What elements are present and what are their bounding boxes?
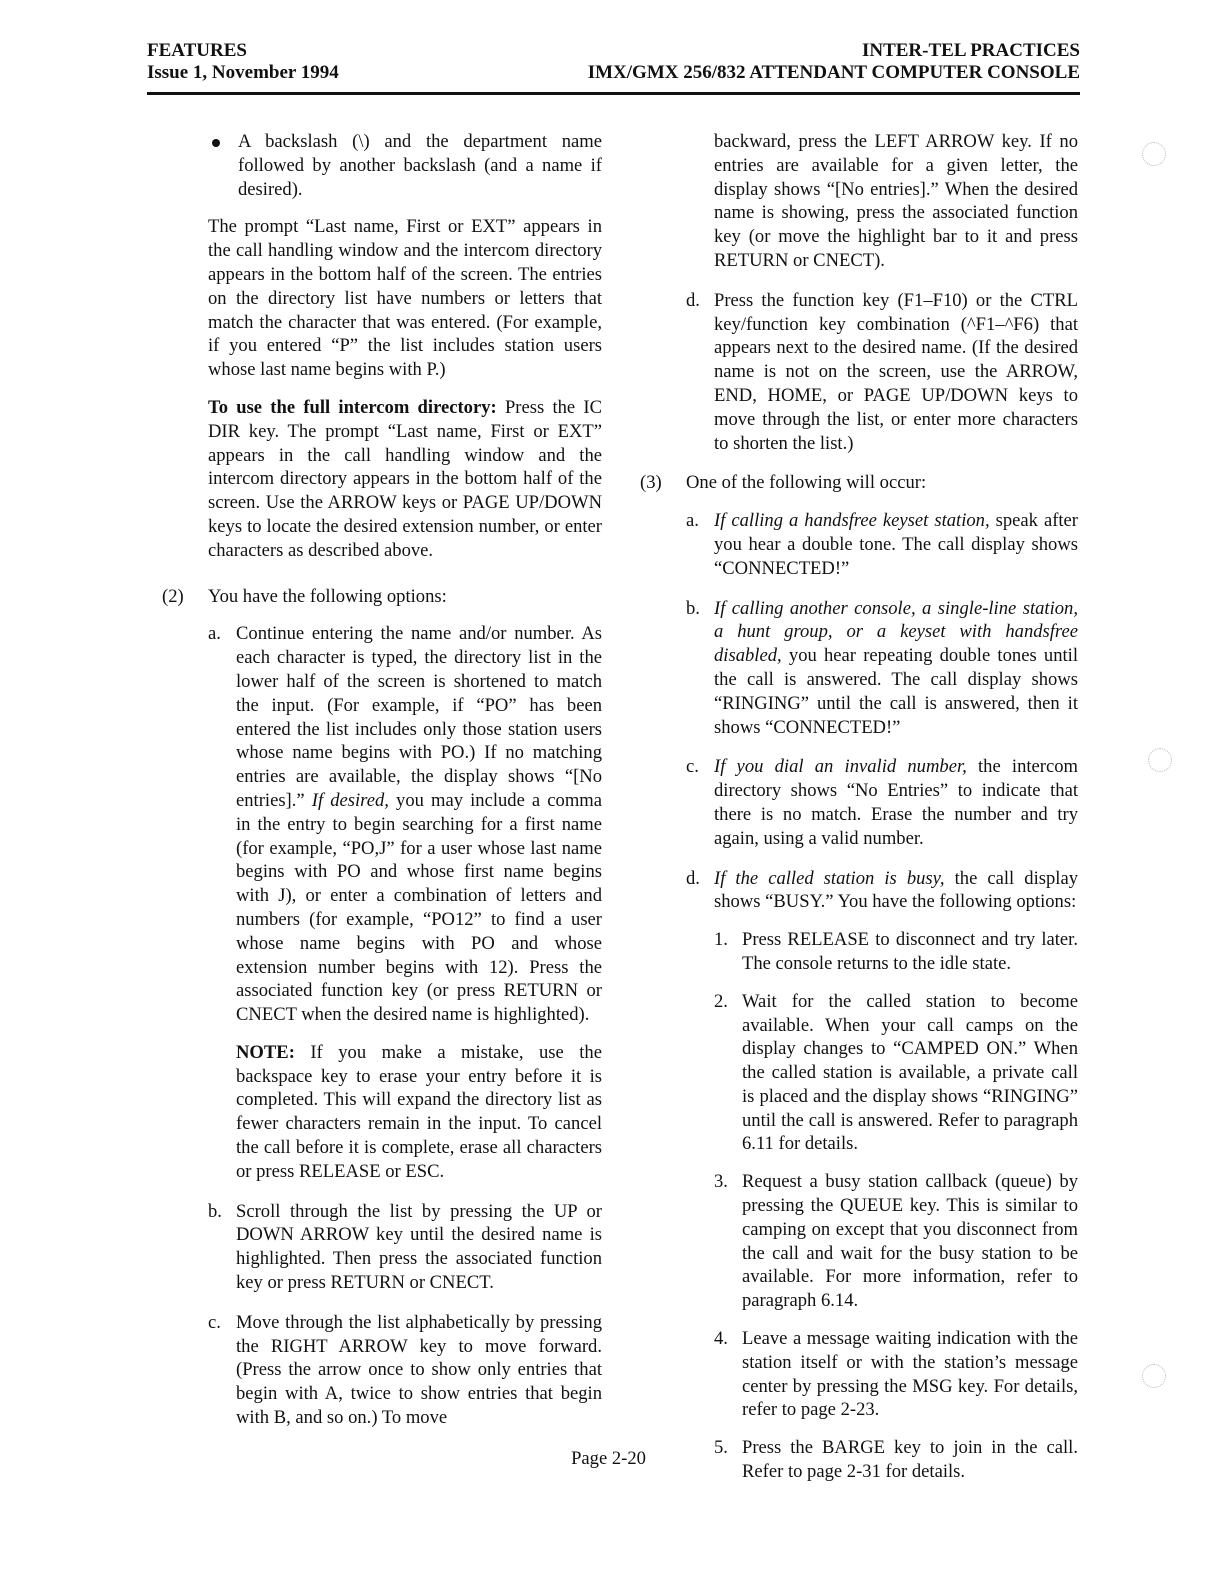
header-right xyxy=(588,40,1080,84)
scan-artifact xyxy=(1142,142,1166,166)
option-c-continued: backward, press the LEFT ARROW key. If no entries are available for a given letter, the display shows “[No entries].” When the desired name is showing, press the associated function key (or move the highlight bar to it and press RETURN or CNECT). xyxy=(714,131,1078,271)
scan-artifact xyxy=(1148,748,1172,772)
option-text: Continue entering the name and/or number. As each character is typed, the directory list in the lower half of the screen is shortened to match the input. (For example, if “PO” has been entered the list includes only those station users whose name begins with PO.) If no matching entries are available, the display shows “[No entries].” xyxy=(236,623,602,811)
paragraph: The prompt “Last name, First or EXT” appears in the call handling window and the intercom directory appears in the bottom half of the screen. The entries on the directory list have numbers or letters that match the character that was entered. (For example, if you entered “P” the list includes station users whose last name begins with P.) xyxy=(208,216,602,381)
header-rule xyxy=(147,92,1080,95)
step-number: (2) xyxy=(162,585,184,607)
paragraph-lead: To use the full intercom directory: xyxy=(208,396,497,418)
busy-option xyxy=(714,1327,1078,1422)
bullet-item xyxy=(208,130,602,201)
option-marker: d. xyxy=(686,289,700,311)
result-b xyxy=(686,597,1078,740)
paragraph-body: Press the IC DIR key. The prompt “Last name, First or EXT” appears in the call handling window and the intercom directory appears in the bottom half of the screen. Use the ARROW keys or PAGE UP/DOWN keys to locate the desired extension number, or enter characters as described above. xyxy=(208,396,603,561)
option-text: Press the function key (F1–F10) or the CTRL key/function key combination (^F1–^F6) that appears next to the desired name. (If the desired name is not on the screen, use the ARROW, END, HOME, or PAGE UP/DOWN keys to move through the list, or enter more characters to shorten the list.) xyxy=(714,289,1078,454)
bullet-icon xyxy=(212,139,220,147)
result-text: speak after you hear a double tone. The call display shows “CONNECTED!” xyxy=(714,510,1078,579)
result-c xyxy=(686,755,1078,850)
left-column xyxy=(162,130,602,1446)
busy-option-number: 4. xyxy=(714,1328,728,1350)
scan-artifact xyxy=(1142,1364,1166,1388)
note-text: If you make a mistake, use the backspace key to erase your entry before it is completed. This will expand the directory list as fewer characters remain in the input. To cancel the call before it is complete, erase all characters or press RELEASE or ESC. xyxy=(236,1041,602,1182)
busy-option-number: 3. xyxy=(714,1171,728,1193)
busy-option-text: Press the BARGE key to join in the call. Refer to page 2-31 for details. xyxy=(742,1437,1078,1483)
result-marker: a. xyxy=(686,510,699,532)
paragraph xyxy=(208,396,602,563)
header-left xyxy=(147,40,339,84)
option-italic: If desired, xyxy=(311,789,389,811)
busy-option-text: Wait for the called station to become available. When your call camps on the display changes to “CAMPED ON.” When the called station is available, a private call is placed and the display shows “RINGING” until the call is answered. Refer to paragraph 6.11 for details. xyxy=(742,990,1078,1155)
step-3 xyxy=(640,471,1078,1483)
option-marker: b. xyxy=(208,1200,222,1222)
step-number: (3) xyxy=(640,472,662,494)
result-marker: c. xyxy=(686,756,699,778)
option-text: Scroll through the list by pressing the UP or DOWN ARROW key until the desired name is highlighted. Then press the associated function key or press RETURN or CNECT. xyxy=(236,1200,602,1294)
busy-option-number: 1. xyxy=(714,929,728,951)
option-marker: c. xyxy=(208,1311,221,1333)
option-d xyxy=(686,289,1078,456)
option-c xyxy=(208,1311,602,1430)
publisher: INTER-TEL PRACTICES xyxy=(861,40,1080,61)
option-text: Move through the list alphabetically by pressing the RIGHT ARROW key to move forward. (Press the arrow once to show only entries that begin with A, twice to show entries that begin with B, and so on.) To move xyxy=(236,1311,602,1429)
bullet-text: A backslash (\) and the department name followed by another backslash (and a name if desired). xyxy=(238,131,602,200)
result-italic: If calling a handsfree keyset station, xyxy=(714,510,990,532)
intro-block xyxy=(162,215,602,562)
step-2 xyxy=(162,585,602,1430)
note-label: NOTE: xyxy=(236,1041,295,1063)
note xyxy=(236,1041,602,1184)
busy-option-number: 5. xyxy=(714,1437,728,1459)
result-a xyxy=(686,509,1078,580)
result-italic: If you dial an invalid number, xyxy=(714,756,967,778)
option-b xyxy=(208,1200,602,1295)
option-a xyxy=(208,622,602,1183)
busy-option-number: 2. xyxy=(714,990,728,1012)
step-text: One of the following will occur: xyxy=(686,472,927,494)
page-number: Page 2-20 xyxy=(571,1448,646,1469)
busy-options-list xyxy=(714,928,1078,1484)
busy-option xyxy=(714,928,1078,976)
running-header xyxy=(147,40,1080,92)
right-column xyxy=(640,130,1078,1500)
busy-option-text: Leave a message waiting indication with the station itself or with the station’s message center by pressing the MSG key. For details, refer to page 2-23. xyxy=(742,1328,1078,1421)
step-text: You have the following options: xyxy=(208,585,447,607)
busy-option xyxy=(714,1170,1078,1313)
result-italic: If calling another console, a single-line station, a hunt group, or a keyset with handsfree disabled, xyxy=(714,597,1078,667)
busy-option-text: Request a busy station callback (queue) by pressing the QUEUE key. This is similar to camping on except that you disconnect from the call and wait for the busy station to be available. For more information, refer to paragraph 6.14. xyxy=(742,1171,1078,1312)
result-italic: If the called station is busy, xyxy=(714,867,945,889)
issue-date: Issue 1, November 1994 xyxy=(147,62,339,83)
busy-option-text: Press RELEASE to disconnect and try later. The console returns to the idle state. xyxy=(742,929,1078,974)
option-marker: a. xyxy=(208,623,221,645)
result-text: you hear repeating double tones until the call is answered. The call display shows “RINGING” until the call is answered, then it shows “CONNECTED!” xyxy=(714,645,1078,738)
document-title: IMX/GMX 256/832 ATTENDANT COMPUTER CONSOLE xyxy=(587,62,1080,83)
result-marker: b. xyxy=(686,597,700,619)
result-d xyxy=(686,867,1078,1484)
result-text: the call display shows “BUSY.” You have the following options: xyxy=(714,867,1078,913)
option-text-cont: you may include a comma in the entry to begin searching for a first name (for example, “PO,J” for a user whose last name begins with PO and whose first name begins with J), or enter a combination of letters and numbers (for example, “PO12” to find a user whose name begins with PO and whose extension number begins with 12). Press the associated function key (or press RETURN or CNECT when the desired name is highlighted). xyxy=(236,789,603,1026)
result-text: the intercom directory shows “No Entries” to indicate that there is no match. Erase the number and try again, using a valid number. xyxy=(714,756,1078,849)
result-marker: d. xyxy=(686,867,700,889)
section-title: FEATURES xyxy=(147,40,247,61)
busy-option xyxy=(714,990,1078,1157)
